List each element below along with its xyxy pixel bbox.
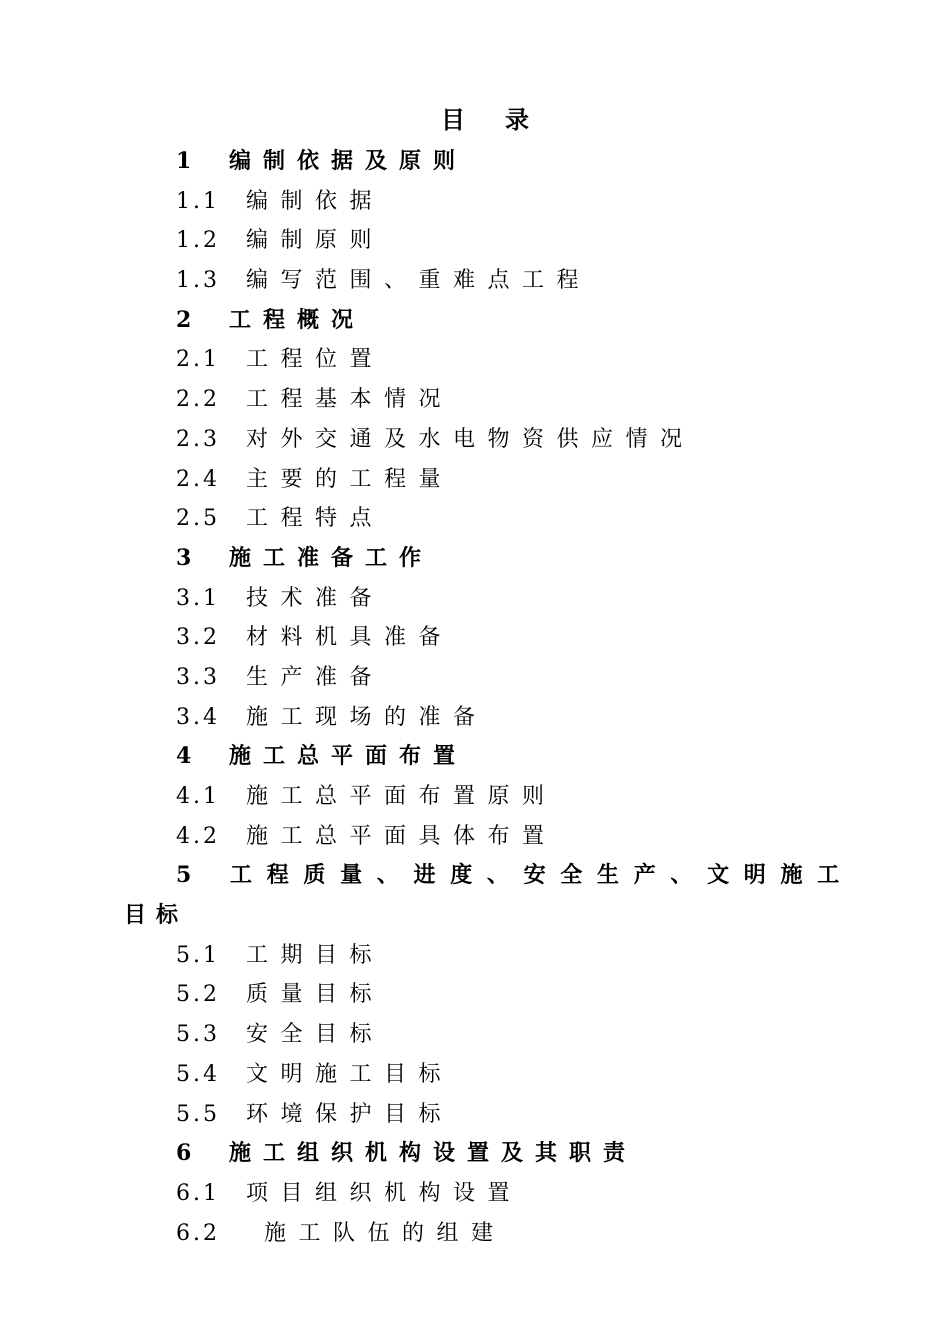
toc-entry-text: 工程特点 bbox=[246, 506, 385, 532]
toc-entry-text: 工程基本情况 bbox=[246, 387, 454, 413]
toc-entry-text: 编制依据 bbox=[246, 188, 385, 214]
toc-entry-number: 2.2 bbox=[176, 387, 220, 413]
toc-entry-text: 施工队伍的组建 bbox=[264, 1220, 506, 1246]
toc-entry-number: 3.2 bbox=[176, 625, 220, 651]
toc-entry-text: 工程位置 bbox=[246, 347, 385, 373]
toc-entry bbox=[0, 380, 950, 420]
toc-entry-number: 3.1 bbox=[176, 585, 220, 611]
toc-entry bbox=[0, 658, 950, 698]
toc-entry bbox=[0, 301, 950, 341]
toc-entry-text: 技术准备 bbox=[246, 585, 385, 611]
toc-entry-text: 施工准备工作 bbox=[229, 544, 434, 571]
toc-entry-text: 生产准备 bbox=[246, 664, 385, 690]
toc-entry bbox=[0, 698, 950, 738]
toc-entry-number: 1.2 bbox=[176, 228, 220, 254]
toc-entry bbox=[0, 579, 950, 619]
toc-entry-number: 5.3 bbox=[176, 1022, 220, 1048]
toc-entry-text: 材料机具准备 bbox=[246, 625, 454, 651]
toc-entry-number: 6 bbox=[176, 1140, 195, 1167]
toc-entry bbox=[0, 936, 950, 976]
toc-entry-text: 工期目标 bbox=[246, 942, 385, 968]
toc-entry bbox=[0, 261, 950, 301]
toc-entry-number: 2.5 bbox=[176, 506, 220, 532]
toc-entry-text: 主要的工程量 bbox=[246, 466, 454, 492]
toc-entry-text: 工程概况 bbox=[229, 306, 366, 333]
toc-entry-text: 文明施工目标 bbox=[246, 1061, 454, 1087]
toc-entry-number: 5.2 bbox=[176, 982, 220, 1008]
toc-entry bbox=[0, 1055, 950, 1095]
toc-entry bbox=[0, 777, 950, 817]
toc-entry-number: 4.1 bbox=[176, 784, 220, 809]
toc-entry bbox=[0, 142, 950, 182]
toc-entry-number: 3.4 bbox=[176, 704, 220, 730]
toc-entry bbox=[0, 340, 950, 380]
toc-entry-text: 环境保护目标 bbox=[246, 1101, 454, 1127]
toc-entry bbox=[0, 460, 950, 500]
toc-entry-number: 3.3 bbox=[176, 664, 220, 690]
toc-entry bbox=[0, 420, 950, 460]
toc-entry-text: 编制依据及原则 bbox=[229, 148, 468, 174]
toc-entry-number: 2 bbox=[176, 306, 195, 333]
toc-entry bbox=[0, 975, 950, 1015]
toc-entry-number: 2.3 bbox=[176, 426, 220, 452]
toc-entry-text: 编写范围、重难点工程 bbox=[246, 268, 592, 294]
toc-entry-number: 5.5 bbox=[176, 1101, 220, 1127]
toc-entry-text: 施工现场的准备 bbox=[246, 704, 488, 730]
toc-entry-number: 1 bbox=[176, 148, 195, 174]
toc-entry-text: 施工总平面具体布置 bbox=[246, 823, 557, 849]
toc-entry-text: 工程质量、进度、安全生产、文明施工 bbox=[230, 862, 854, 889]
toc-entry-number: 6.2 bbox=[176, 1220, 220, 1246]
toc-entry bbox=[0, 1174, 950, 1214]
toc-entry-number: 4.2 bbox=[176, 823, 220, 849]
toc-title: 目录 bbox=[441, 105, 569, 134]
toc-entry-number: 5.4 bbox=[176, 1061, 220, 1087]
toc-entry bbox=[0, 618, 950, 658]
toc-entry bbox=[0, 896, 950, 936]
toc-entry-text: 施工总平面布置原则 bbox=[246, 784, 557, 809]
table-of-contents bbox=[0, 142, 950, 1253]
toc-entry bbox=[0, 856, 950, 896]
toc-entry-text: 施工组织机构设置及其职责 bbox=[229, 1140, 638, 1167]
toc-entry-text: 质量目标 bbox=[246, 982, 385, 1008]
toc-entry-text: 对外交通及水电物资供应情况 bbox=[246, 426, 695, 452]
toc-entry-number: 2.4 bbox=[176, 466, 220, 492]
toc-entry bbox=[0, 1015, 950, 1055]
toc-entry-number: 6.1 bbox=[176, 1180, 220, 1206]
toc-entry-number: 2.1 bbox=[176, 347, 220, 373]
toc-entry bbox=[0, 737, 950, 777]
toc-entry bbox=[0, 182, 950, 222]
toc-entry bbox=[0, 1214, 950, 1254]
toc-entry-text: 施工总平面布置 bbox=[229, 743, 468, 770]
toc-entry bbox=[0, 221, 950, 261]
toc-entry-number: 5.1 bbox=[176, 942, 220, 968]
toc-entry bbox=[0, 539, 950, 579]
toc-entry bbox=[0, 817, 950, 857]
toc-entry-text: 安全目标 bbox=[246, 1022, 385, 1048]
toc-entry bbox=[0, 499, 950, 539]
toc-entry-number: 5 bbox=[176, 862, 195, 889]
toc-entry-text: 编制原则 bbox=[246, 228, 385, 254]
toc-entry-text: 项目组织机构设置 bbox=[246, 1180, 523, 1206]
toc-entry-number: 1.1 bbox=[176, 188, 220, 214]
toc-entry-number: 4 bbox=[176, 743, 195, 770]
toc-entry bbox=[0, 1095, 950, 1135]
toc-entry-text: 目标 bbox=[124, 902, 189, 929]
toc-entry-number: 1.3 bbox=[176, 268, 220, 294]
toc-entry bbox=[0, 1134, 950, 1174]
toc-entry-number: 3 bbox=[176, 544, 195, 571]
